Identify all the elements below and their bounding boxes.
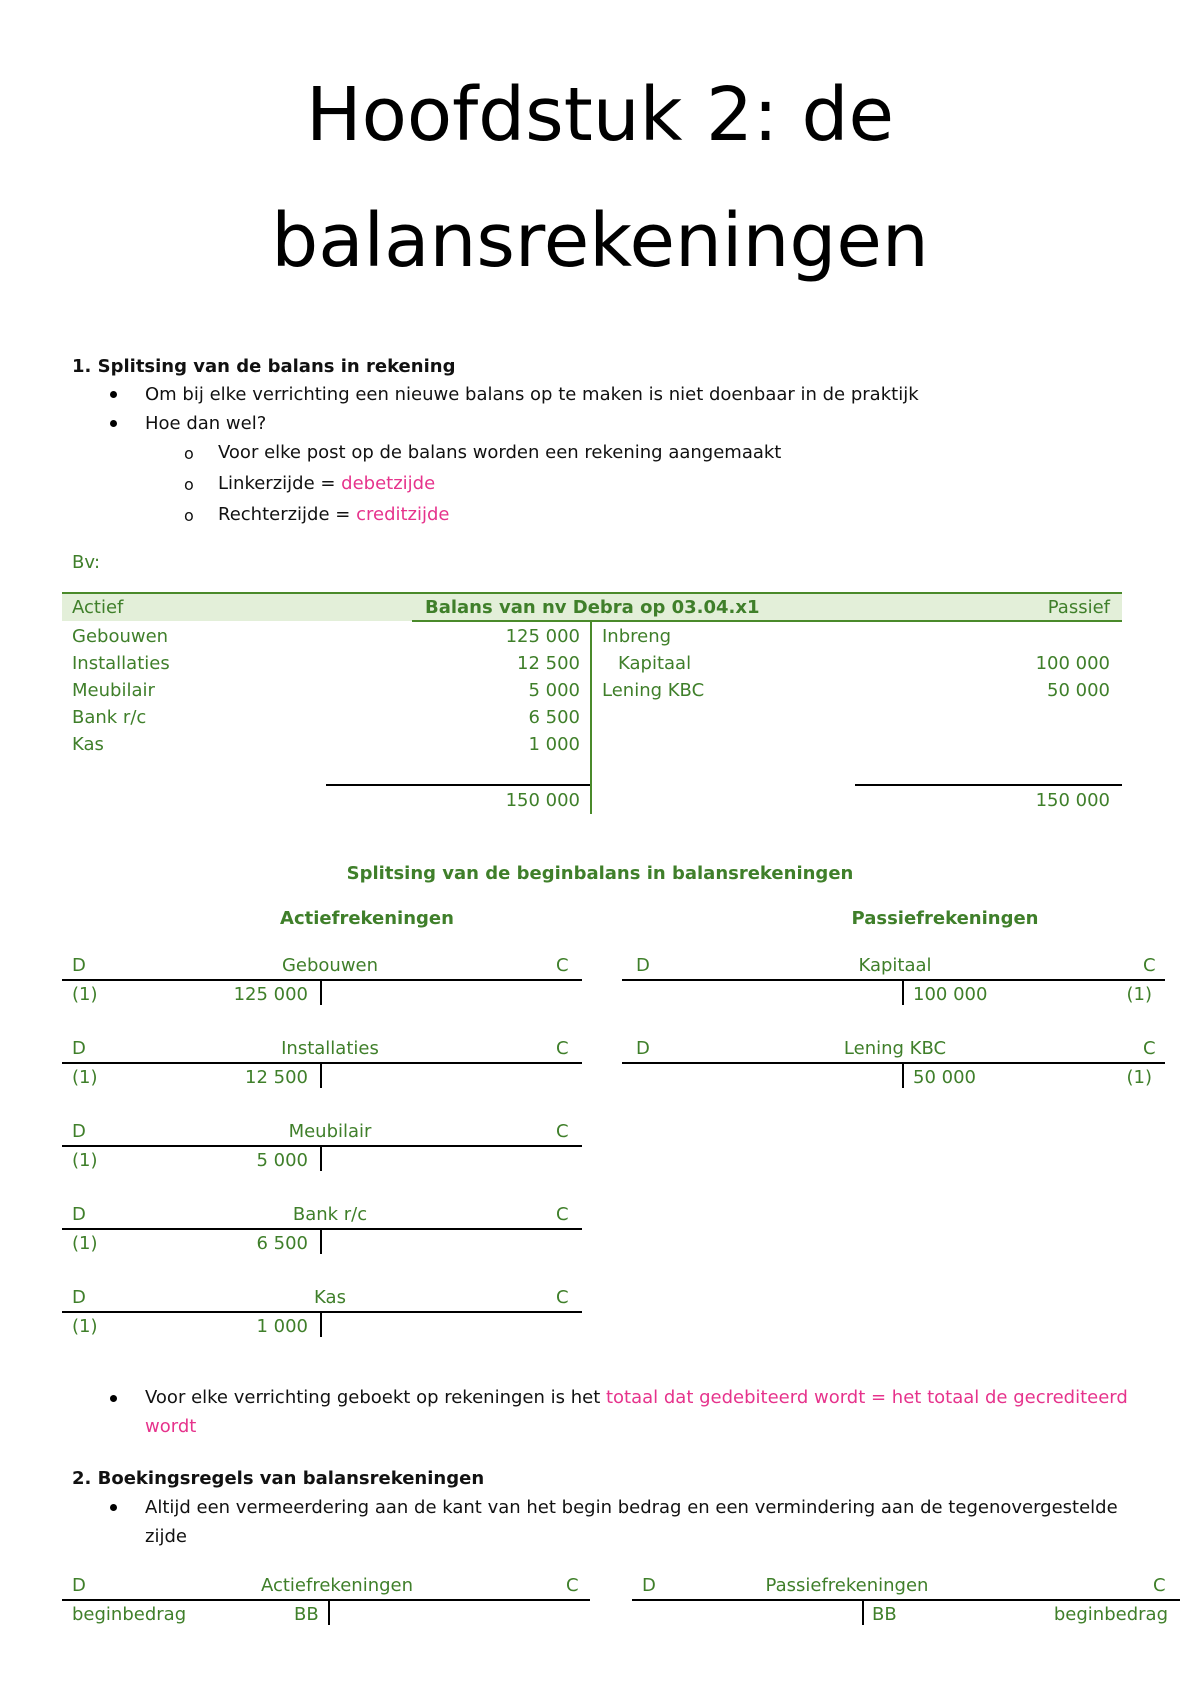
account-divider	[320, 1147, 322, 1171]
liability-value: 50 000	[1047, 680, 1110, 701]
balance-title: Balans van nv Debra op 03.04.x1	[425, 597, 760, 618]
asset-value: 1 000	[528, 734, 580, 755]
asset-value: 12 500	[517, 653, 580, 674]
page-title-line1: Hoofdstuk 2: de	[305, 72, 895, 158]
account-divider	[328, 1601, 330, 1625]
balance-title-rule	[412, 620, 1122, 622]
account-ref: (1)	[1126, 984, 1152, 1005]
section2-heading: 2. Boekingsregels van balansrekeningen	[72, 1468, 485, 1489]
account-divider	[320, 1064, 322, 1088]
circle-bullet-icon: o	[184, 475, 194, 494]
section2-bullet-line1: Altijd een vermeerdering aan de kant van het begin bedrag en een vermindering aan de tegenovergestelde	[145, 1497, 1118, 1518]
account-rule	[632, 1599, 1180, 1601]
circle-bullet-icon: o	[184, 506, 194, 525]
account-amount: 50 000	[913, 1067, 976, 1088]
rule-pink: totaal dat gedebiteerd wordt = het totaal de gecrediteerd	[605, 1387, 1128, 1408]
total-rule-right	[855, 784, 1122, 786]
credit-label: C	[1143, 1038, 1156, 1059]
asset-label: Installaties	[72, 653, 170, 674]
debit-label: D	[72, 1287, 86, 1308]
debit-label: D	[642, 1575, 656, 1596]
asset-label: Kas	[72, 734, 104, 755]
rule-bullet	[145, 1387, 1145, 1408]
actief-heading: Actiefrekeningen	[280, 908, 454, 929]
account-name: Meubilair	[288, 1121, 372, 1142]
account-rule	[62, 1311, 582, 1313]
bullet-icon	[110, 391, 117, 398]
liability-label: Kapitaal	[618, 653, 692, 674]
asset-value: 5 000	[528, 680, 580, 701]
account-ref: (1)	[1126, 1067, 1152, 1088]
account-name: Gebouwen	[281, 955, 379, 976]
account-rule	[622, 1062, 1165, 1064]
rule-plain: Voor elke verrichting geboekt op rekeningen is het	[145, 1387, 606, 1408]
account-ref: (1)	[72, 1316, 98, 1337]
account-rule	[62, 1228, 582, 1230]
asset-value: 6 500	[528, 707, 580, 728]
liability-label: Lening KBC	[602, 680, 705, 701]
bullet-1: Om bij elke verrichting een nieuwe balans op te maken is niet doenbaar in de praktijk	[145, 384, 919, 405]
account-rule	[622, 979, 1165, 981]
account-name: Installaties	[281, 1038, 379, 1059]
credit-label: C	[1153, 1575, 1166, 1596]
sub-item-2	[218, 473, 435, 494]
beginbedrag-label: beginbedrag	[1053, 1604, 1168, 1625]
account-amount: 12 500	[245, 1067, 308, 1088]
account-rule	[62, 1145, 582, 1147]
debit-label: D	[72, 1121, 86, 1142]
account-amount: 6 500	[256, 1233, 308, 1254]
bullet-2: Hoe dan wel?	[145, 413, 267, 434]
account-name: Bank r/c	[292, 1204, 368, 1225]
account-amount: 125 000	[233, 984, 308, 1005]
credit-label: C	[566, 1575, 579, 1596]
account-ref: (1)	[72, 1233, 98, 1254]
total-right: 150 000	[1035, 790, 1110, 811]
section2-bullet-line2: zijde	[145, 1526, 187, 1547]
credit-label: C	[556, 1204, 569, 1225]
debit-label: D	[636, 955, 650, 976]
sub-item-3	[218, 504, 450, 525]
beginbedrag-label: beginbedrag	[72, 1604, 187, 1625]
account-name: Kapitaal	[858, 955, 932, 976]
bullet-icon	[110, 1504, 117, 1511]
account-divider	[902, 981, 904, 1005]
account-ref: (1)	[72, 984, 98, 1005]
account-amount: 1 000	[256, 1316, 308, 1337]
debit-label: D	[72, 1038, 86, 1059]
account-divider	[862, 1601, 864, 1625]
credit-label: C	[556, 1287, 569, 1308]
liability-label: Inbreng	[602, 626, 672, 647]
debit-label: D	[72, 1575, 86, 1596]
debit-label: D	[72, 955, 86, 976]
section1-heading: 1. Splitsing van de balans in rekening	[72, 356, 456, 377]
account-name: Actiefrekeningen	[260, 1575, 414, 1596]
account-ref: (1)	[72, 1150, 98, 1171]
asset-label: Gebouwen	[72, 626, 169, 647]
bb-label: BB	[872, 1604, 897, 1625]
account-amount: 100 000	[913, 984, 988, 1005]
account-amount: 5 000	[256, 1150, 308, 1171]
balance-actief-label: Actief	[72, 597, 124, 618]
asset-label: Meubilair	[72, 680, 155, 701]
account-name: Lening KBC	[843, 1038, 947, 1059]
debit-label: D	[636, 1038, 650, 1059]
total-rule-left	[326, 784, 590, 786]
account-divider	[320, 1230, 322, 1254]
page-title-line2: balansrekeningen	[271, 198, 929, 284]
passief-heading: Passiefrekeningen	[851, 908, 1039, 929]
total-left: 150 000	[505, 790, 580, 811]
sub-item-1: Voor elke post op de balans worden een rekening aangemaakt	[218, 442, 782, 463]
asset-value: 125 000	[505, 626, 580, 647]
sub-item-2-pink: debetzijde	[341, 473, 436, 494]
account-divider	[902, 1064, 904, 1088]
bb-label: BB	[294, 1604, 319, 1625]
bullet-icon	[110, 420, 117, 427]
balance-passief-label: Passief	[1047, 597, 1110, 618]
credit-label: C	[556, 1121, 569, 1142]
account-ref: (1)	[72, 1067, 98, 1088]
rule-pink-cont: wordt	[145, 1416, 197, 1437]
bullet-icon	[110, 1395, 117, 1402]
account-rule	[62, 1062, 582, 1064]
liability-value: 100 000	[1035, 653, 1110, 674]
credit-label: C	[1143, 955, 1156, 976]
account-rule	[62, 979, 582, 981]
circle-bullet-icon: o	[184, 444, 194, 463]
account-divider	[320, 981, 322, 1005]
credit-label: C	[556, 1038, 569, 1059]
balance-center-rule	[590, 622, 592, 814]
split-title: Splitsing van de beginbalans in balansrekeningen	[346, 863, 854, 884]
account-name: Passiefrekeningen	[765, 1575, 929, 1596]
example-label: Bv:	[72, 552, 101, 573]
sub-item-2-plain: Linkerzijde =	[218, 473, 342, 494]
sub-item-3-plain: Rechterzijde =	[218, 504, 357, 525]
sub-item-3-pink: creditzijde	[356, 504, 450, 525]
asset-label: Bank r/c	[72, 707, 147, 728]
account-rule	[62, 1599, 590, 1601]
account-name: Kas	[314, 1287, 346, 1308]
account-divider	[320, 1313, 322, 1337]
credit-label: C	[556, 955, 569, 976]
debit-label: D	[72, 1204, 86, 1225]
